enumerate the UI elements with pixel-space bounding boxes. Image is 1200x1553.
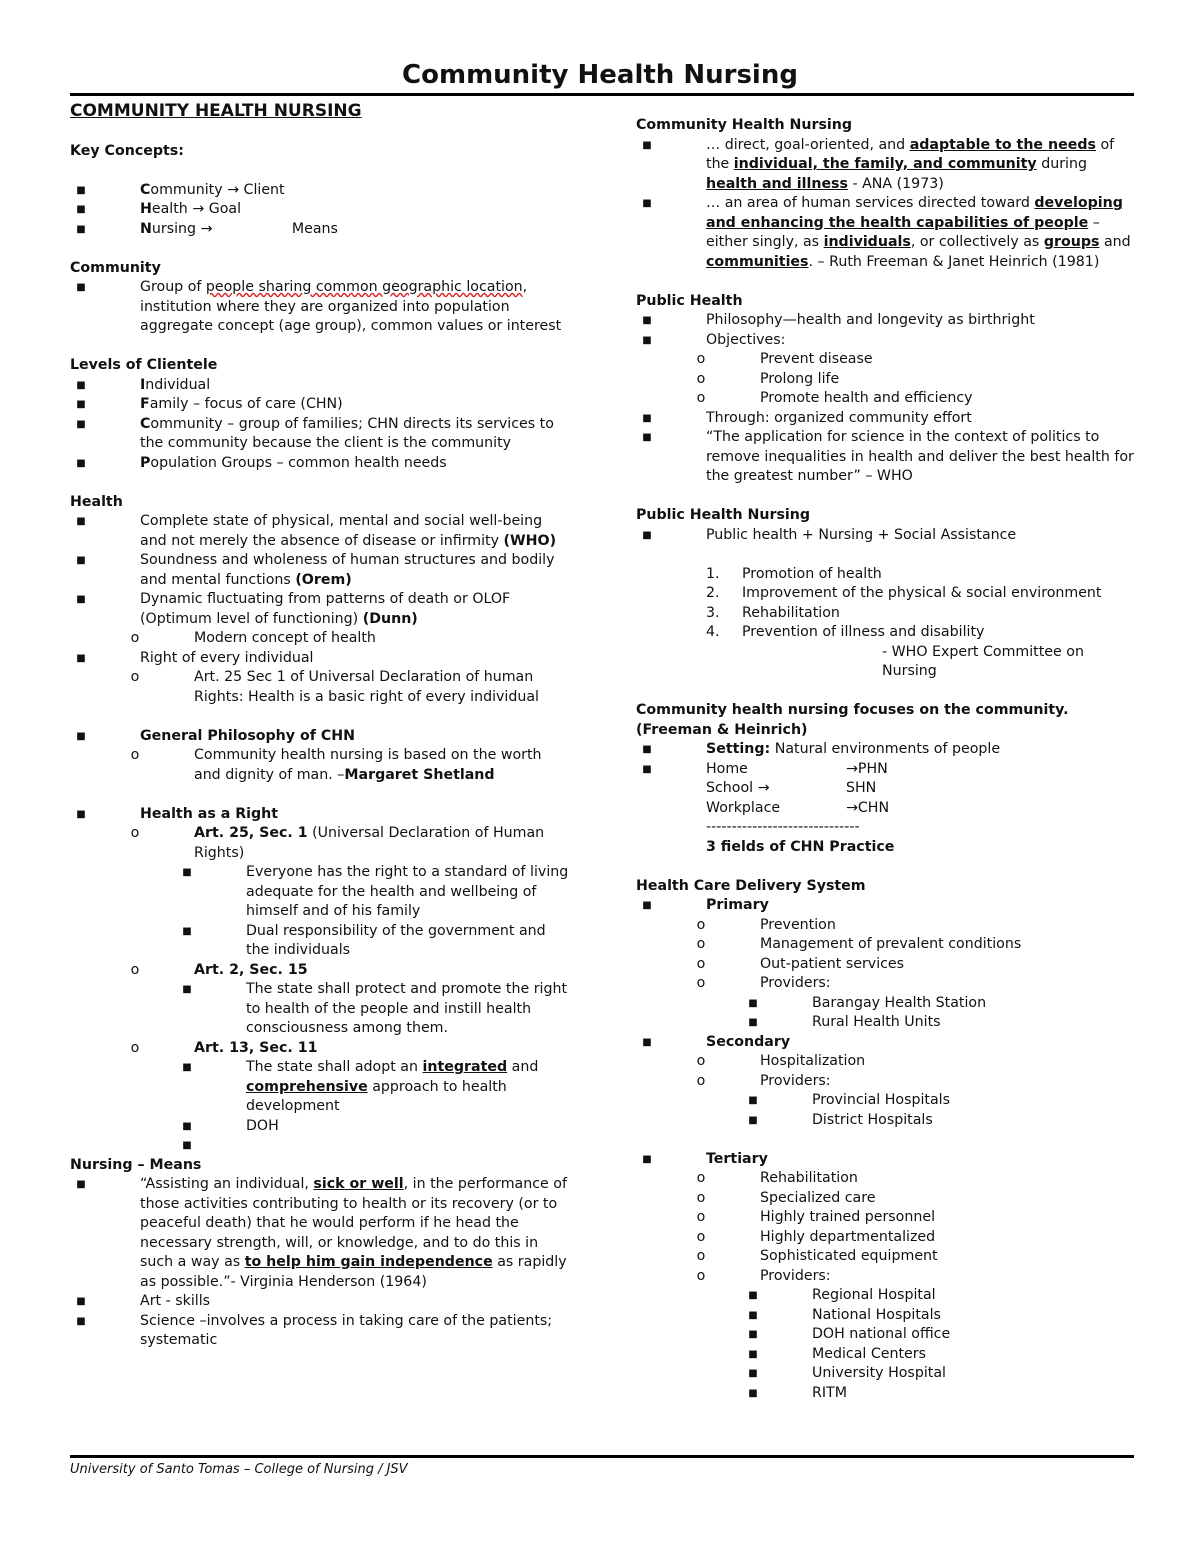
nursing-list <box>70 1175 570 1351</box>
bullet-icon: ■ <box>76 730 86 742</box>
bullet-icon: ■ <box>76 204 86 215</box>
field-row: Workplace →CHN <box>706 799 890 816</box>
bullet-icon: ■ <box>76 223 86 235</box>
circle-bullet-icon: o <box>130 747 140 763</box>
setting-list <box>636 740 1136 779</box>
list-item: o Management of prevalent conditions <box>636 935 1136 955</box>
circle-bullet-icon: o <box>130 825 140 841</box>
bullet-icon: ■ <box>748 997 758 1009</box>
circle-bullet-icon: o <box>130 1039 140 1056</box>
bullet-icon: ■ <box>642 198 652 209</box>
list-item: ■ DOH national office <box>636 1325 1136 1345</box>
phn-list <box>636 526 1136 546</box>
bullet-icon: ■ <box>76 652 86 664</box>
list-item: 1. Promotion of health <box>706 565 882 582</box>
bullet-icon: ■ <box>76 555 86 566</box>
document-title: Community Health Nursing <box>402 60 798 90</box>
list-item: ■ DOH <box>70 1117 570 1137</box>
circle-bullet-icon: o <box>696 351 706 367</box>
bullet-icon: ■ <box>76 184 86 196</box>
list-item: ■ District Hospitals <box>636 1111 1136 1131</box>
list-item: ■ Primary <box>636 896 1136 916</box>
list-item: ■ Home →PHN <box>636 760 1136 780</box>
list-item: ■ Family – focus of care (CHN) <box>70 395 570 415</box>
list-item: o Highly departmentalized <box>636 1228 1136 1248</box>
phn-heading: Public Health Nursing <box>636 507 811 523</box>
spellcheck-underline: people sharing common geographic location <box>205 279 523 295</box>
focus-heading: Community health nursing focuses on the community. (Freeman & Heinrich) <box>636 702 1069 738</box>
bullet-icon: ■ <box>748 1095 758 1106</box>
circle-bullet-icon: o <box>696 1189 706 1206</box>
general-philosophy-list <box>70 727 570 786</box>
chn-heading: Community Health Nursing <box>636 117 853 133</box>
circle-bullet-icon: o <box>130 630 140 646</box>
bullet-icon: ■ <box>642 900 652 911</box>
list-item: o Modern concept of health <box>70 629 570 649</box>
phn-source: - WHO Expert Committee on Nursing <box>882 643 1084 679</box>
list-item: ■ Community – group of families; CHN directs its services to the community because the client is the community <box>70 415 570 454</box>
list-item: ■ Individual <box>70 376 570 396</box>
public-health-heading: Public Health <box>636 292 743 309</box>
list-item: ■ Science –involves a process in taking care of the patients; systematic <box>70 1312 570 1351</box>
list-item: ■ … direct, goal-oriented, and adaptable to the needs of the individual, the family, and community during health and illness - ANA (1973) <box>636 136 1136 195</box>
community-list <box>70 278 570 337</box>
footer-text: University of Santo Tomas – College of Nursing / JSV <box>70 1462 408 1477</box>
dash-divider: ------------------------------ <box>706 819 860 835</box>
bullet-icon: ■ <box>76 418 86 430</box>
list-item: o Providers: <box>636 974 1136 994</box>
circle-bullet-icon: o <box>696 370 706 387</box>
list-item: o Art. 25, Sec. 1 (Universal Declaration of Human Rights) <box>70 824 570 863</box>
bullet-icon: ■ <box>76 379 86 391</box>
bullet-icon: ■ <box>76 399 86 410</box>
circle-bullet-icon: o <box>696 1170 706 1186</box>
circle-bullet-icon: o <box>696 936 706 952</box>
list-item: ■ Through: organized community effort <box>636 409 1136 429</box>
list-item: ■ “The application for science in the context of politics to remove inequalities in health and deliver the best health for the greatest number” – WHO <box>636 428 1136 487</box>
list-item: o Prevent disease <box>636 350 1136 370</box>
circle-bullet-icon: o <box>696 1053 706 1069</box>
list-item: o Highly trained personnel <box>636 1208 1136 1228</box>
list-item: ■ Art - skills <box>70 1292 570 1312</box>
list-item: ■ Medical Centers <box>636 1345 1136 1365</box>
bullet-icon: ■ <box>642 1153 652 1165</box>
list-item: o Hospitalization <box>636 1052 1136 1072</box>
circle-bullet-icon: o <box>696 916 706 933</box>
list-item: ■ The state shall adopt an integrated and comprehensive approach to health development <box>70 1058 570 1117</box>
list-item: ■ “Assisting an individual, sick or well, in the performance of those activities contributing to health or its recovery (or to peaceful death) that he would perform if he head the necessary strength, will, or knowledge, and to do this in such a way as to help him gain independence as rapidly as possible.”- Virginia Henderson (1964) <box>70 1175 570 1292</box>
list-item: ■ Soundness and wholeness of human structures and bodily and mental functions (Orem) <box>70 551 570 590</box>
list-item: ■ Nursing → Means <box>70 220 570 240</box>
field-row: School → SHN <box>706 780 877 796</box>
circle-bullet-icon: o <box>696 390 706 406</box>
bullet-icon: ■ <box>642 334 652 346</box>
circle-bullet-icon: o <box>130 669 140 685</box>
public-health-list <box>636 311 1136 487</box>
bullet-icon: ■ <box>182 1062 192 1073</box>
list-item: ■ Group of people sharing common geographic location, institution where they are organized into population aggregate concept (age group), common values or interest <box>70 278 570 337</box>
list-item: o Providers: <box>636 1072 1136 1092</box>
bullet-icon: ■ <box>748 1290 758 1301</box>
list-item: ■ The state shall protect and promote the right to health of the people and instill health consciousness among them. <box>70 980 570 1039</box>
list-item: ■ Tertiary <box>636 1150 1136 1170</box>
bullet-icon: ■ <box>182 925 192 937</box>
circle-bullet-icon: o <box>696 1248 706 1264</box>
list-item: ■ Regional Hospital <box>636 1286 1136 1306</box>
bullet-icon: ■ <box>642 412 652 424</box>
list-item: o Promote health and efficiency <box>636 389 1136 409</box>
bullet-icon: ■ <box>748 1017 758 1028</box>
list-item: o Specialized care <box>636 1189 1136 1209</box>
clientele-heading: Levels of Clientele <box>70 357 218 373</box>
list-item: o Community health nursing is based on the worth and dignity of man. –Margaret Shetland <box>70 746 570 785</box>
bullet-icon: ■ <box>76 282 86 293</box>
list-item: ■ Setting: Natural environments of people <box>636 740 1136 760</box>
bullet-icon: ■ <box>182 1120 192 1132</box>
list-item <box>70 1136 570 1156</box>
list-item: o Art. 2, Sec. 15 <box>70 961 570 981</box>
list-item: ■ University Hospital <box>636 1364 1136 1384</box>
hcds-heading: Health Care Delivery System <box>636 877 866 894</box>
list-item: o Art. 13, Sec. 11 <box>70 1039 570 1059</box>
list-item: ■ RITM <box>636 1384 1136 1404</box>
list-item: ■ Barangay Health Station <box>636 994 1136 1014</box>
fields-title: 3 fields of CHN Practice <box>706 838 895 855</box>
list-item: o Sophisticated equipment <box>636 1247 1136 1267</box>
list-item: 4. Prevention of illness and disability <box>706 624 985 640</box>
bullet-icon: ■ <box>642 315 652 326</box>
key-concepts-heading: Key Concepts: <box>70 142 184 159</box>
tertiary-list <box>636 1150 1136 1404</box>
bullet-icon: ■ <box>76 1296 86 1307</box>
health-list <box>70 512 570 707</box>
list-item: ■ Public health + Nursing + Social Assistance <box>636 526 1136 546</box>
list-item: ■ Right of every individual <box>70 649 570 669</box>
health-heading: Health <box>70 493 123 510</box>
list-item: ■ Population Groups – common health needs <box>70 454 570 474</box>
bullet-icon: ■ <box>76 516 86 527</box>
phn-numbered-list <box>636 565 1136 643</box>
list-item: ■ Dual responsibility of the government and the individuals <box>70 922 570 961</box>
list-item: ■ … an area of human services directed toward developing and enhancing the health capabilities of people – either singly, as individuals, or collectively as groups and communities. – Ruth Freeman & Janet Heinrich (1981) <box>636 194 1136 272</box>
bullet-icon: ■ <box>748 1309 758 1321</box>
circle-bullet-icon: o <box>696 975 706 991</box>
list-item: ■ Health → Goal <box>70 200 570 220</box>
main-heading: COMMUNITY HEALTH NURSING <box>70 101 362 121</box>
bullet-icon: ■ <box>182 984 192 995</box>
bullet-icon: ■ <box>748 1348 758 1360</box>
list-item: o Prevention <box>636 916 1136 936</box>
community-heading: Community <box>70 259 161 276</box>
health-right-list <box>70 805 570 1156</box>
bullet-icon: ■ <box>642 744 652 755</box>
list-item: ■ Secondary <box>636 1033 1136 1053</box>
list-item: o Prolong life <box>636 370 1136 390</box>
bullet-icon: ■ <box>748 1387 758 1399</box>
bullet-icon: ■ <box>642 1036 652 1048</box>
key-concepts-list <box>70 181 570 240</box>
bullet-icon: ■ <box>642 432 652 443</box>
circle-bullet-icon: o <box>696 955 706 972</box>
header-rule <box>70 93 1134 96</box>
bullet-icon: ■ <box>748 1114 758 1126</box>
list-item: ■ Provincial Hospitals <box>636 1091 1136 1111</box>
circle-bullet-icon: o <box>696 1267 706 1284</box>
list-item: 2. Improvement of the physical & social environment <box>706 585 1102 601</box>
list-item: ■ National Hospitals <box>636 1306 1136 1326</box>
list-item: ■ Objectives: <box>636 331 1136 351</box>
list-item: o Out-patient services <box>636 955 1136 975</box>
bullet-icon: ■ <box>748 1329 758 1340</box>
bullet-icon: ■ <box>642 529 652 541</box>
left-column <box>70 100 570 1351</box>
bullet-icon: ■ <box>76 594 86 605</box>
list-item: 3. Rehabilitation <box>706 604 840 621</box>
bullet-icon: ■ <box>76 457 86 469</box>
list-item: o Art. 25 Sec 1 of Universal Declaration of human Rights: Health is a basic right of every individual <box>70 668 570 707</box>
list-item: ■ Complete state of physical, mental and social well-being and not merely the absence of disease or infirmity (WHO) <box>70 512 570 551</box>
list-item: ■ Community → Client <box>70 181 570 201</box>
list-item: ■ Everyone has the right to a standard of living adequate for the health and wellbeing of himself and of his family <box>70 863 570 922</box>
nursing-heading: Nursing – Means <box>70 1156 202 1173</box>
list-item: ■ Dynamic fluctuating from patterns of death or OLOF (Optimum level of functioning) (Dunn) <box>70 590 570 629</box>
bullet-icon: ■ <box>748 1368 758 1379</box>
list-item: o Providers: <box>636 1267 1136 1287</box>
circle-bullet-icon: o <box>696 1072 706 1089</box>
list-item: ■ Rural Health Units <box>636 1013 1136 1033</box>
list-item: o Rehabilitation <box>636 1169 1136 1189</box>
bullet-icon: ■ <box>642 139 652 151</box>
bullet-icon: ■ <box>76 808 86 820</box>
right-column <box>636 116 1136 1403</box>
chn-list <box>636 136 1136 273</box>
bullet-icon: ■ <box>76 1315 86 1327</box>
clientele-list <box>70 376 570 474</box>
list-item: ■ Health as a Right <box>70 805 570 825</box>
list-item: ■ Philosophy—health and longevity as birthright <box>636 311 1136 331</box>
circle-bullet-icon: o <box>696 1228 706 1245</box>
footer-rule <box>70 1455 1134 1458</box>
circle-bullet-icon: o <box>130 961 140 978</box>
circle-bullet-icon: o <box>696 1209 706 1225</box>
hcds-list <box>636 896 1136 1130</box>
bullet-icon: ■ <box>182 1140 192 1151</box>
bullet-icon: ■ <box>642 763 652 775</box>
bullet-icon: ■ <box>76 1179 86 1190</box>
list-item: ■ General Philosophy of CHN <box>70 727 570 747</box>
bullet-icon: ■ <box>182 867 192 878</box>
